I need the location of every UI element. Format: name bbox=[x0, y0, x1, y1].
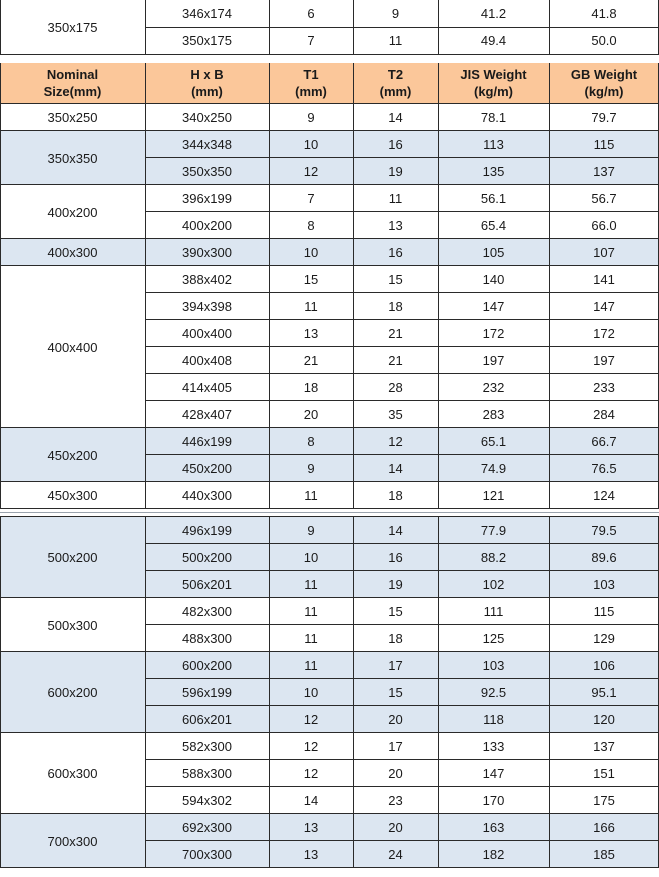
section-gap bbox=[0, 55, 659, 63]
jis-weight-cell: 197 bbox=[482, 353, 505, 368]
gb-weight-cell: 284 bbox=[593, 407, 615, 422]
column-divider bbox=[549, 813, 550, 868]
t2-cell: 14 bbox=[388, 523, 403, 538]
nominal-size-cell: 400x200 bbox=[0, 185, 145, 239]
jis-weight-cell: 140 bbox=[482, 272, 505, 287]
jis-weight-cell: 232 bbox=[482, 380, 505, 395]
gb-weight-cell: 106 bbox=[593, 658, 615, 673]
column-divider bbox=[549, 103, 550, 131]
hxb-cell: 692x300 bbox=[182, 820, 232, 835]
t2-cell: 21 bbox=[388, 326, 403, 341]
column-divider bbox=[353, 597, 354, 652]
column-divider bbox=[0, 516, 1, 598]
hxb-cell: 350x350 bbox=[182, 164, 232, 179]
jis-weight-cell: 78.1 bbox=[480, 110, 507, 125]
nominal-size-cell: 400x300 bbox=[0, 239, 145, 266]
jis-weight-cell: 118 bbox=[483, 712, 504, 727]
gb-weight-cell: 172 bbox=[593, 326, 615, 341]
column-divider bbox=[549, 238, 550, 266]
gb-weight-cell: 103 bbox=[593, 577, 615, 592]
hxb-cell: 394x398 bbox=[182, 299, 232, 314]
t2-cell: 18 bbox=[388, 631, 403, 646]
column-divider bbox=[438, 103, 439, 131]
nominal-size-cell: 600x200 bbox=[0, 652, 145, 733]
hxb-cell: 346x174 bbox=[182, 6, 232, 21]
header-t1: T1 (mm) bbox=[295, 67, 327, 99]
t2-cell: 13 bbox=[388, 218, 403, 233]
nominal-size-cell: 450x300 bbox=[0, 482, 145, 509]
t2-cell: 12 bbox=[388, 434, 403, 449]
t1-cell: 9 bbox=[307, 523, 315, 538]
t2-cell: 18 bbox=[388, 488, 403, 503]
column-divider bbox=[438, 732, 439, 814]
nominal-size-cell: 500x200 bbox=[0, 517, 145, 598]
jis-weight-cell: 102 bbox=[482, 577, 505, 592]
jis-weight-cell: 147 bbox=[482, 766, 505, 781]
column-divider bbox=[438, 427, 439, 482]
column-divider bbox=[549, 184, 550, 239]
column-divider bbox=[0, 481, 1, 509]
jis-weight-cell: 170 bbox=[482, 793, 505, 808]
column-divider bbox=[549, 265, 550, 428]
t1-cell: 7 bbox=[307, 191, 315, 206]
nominal-size-cell: 350x175 bbox=[0, 0, 145, 54]
hxb-cell: 446x199 bbox=[182, 434, 232, 449]
jis-weight-cell: 65.4 bbox=[480, 218, 507, 233]
column-divider bbox=[0, 103, 1, 131]
t2-cell: 20 bbox=[388, 712, 403, 727]
hxb-cell: 388x402 bbox=[182, 272, 232, 287]
t1-cell: 14 bbox=[303, 793, 319, 808]
table-header bbox=[0, 63, 659, 103]
jis-weight-cell: 92.5 bbox=[480, 685, 507, 700]
gb-weight-cell: 56.7 bbox=[591, 191, 617, 206]
t1-cell: 10 bbox=[303, 685, 319, 700]
column-divider bbox=[0, 0, 1, 54]
t1-cell: 18 bbox=[303, 380, 319, 395]
column-divider bbox=[353, 651, 354, 733]
column-divider bbox=[145, 481, 146, 509]
column-divider bbox=[269, 265, 270, 428]
gb-weight-cell: 137 bbox=[593, 739, 615, 754]
column-divider bbox=[0, 184, 1, 239]
jis-weight-cell: 163 bbox=[482, 820, 505, 835]
column-divider bbox=[438, 516, 439, 598]
t1-cell: 12 bbox=[303, 739, 319, 754]
column-divider bbox=[269, 184, 270, 239]
gb-weight-cell: 107 bbox=[593, 245, 615, 260]
column-divider bbox=[145, 103, 146, 131]
column-divider bbox=[353, 63, 354, 103]
header-jis-weight: JIS Weight (kg/m) bbox=[460, 67, 527, 99]
hxb-cell: 414x405 bbox=[182, 380, 232, 395]
jis-weight-cell: 135 bbox=[482, 164, 505, 179]
gb-weight-cell: 141 bbox=[593, 272, 615, 287]
t2-cell: 18 bbox=[388, 299, 403, 314]
t1-cell: 11 bbox=[304, 604, 318, 619]
jis-weight-cell: 133 bbox=[482, 739, 505, 754]
t1-cell: 9 bbox=[307, 110, 315, 125]
column-divider bbox=[269, 813, 270, 868]
column-divider bbox=[438, 651, 439, 733]
hxb-cell: 482x300 bbox=[182, 604, 232, 619]
t2-cell: 23 bbox=[388, 793, 403, 808]
t1-cell: 13 bbox=[303, 847, 319, 862]
column-divider bbox=[353, 813, 354, 868]
jis-weight-cell: 283 bbox=[482, 407, 505, 422]
jis-weight-cell: 111 bbox=[483, 604, 504, 619]
column-divider bbox=[269, 651, 270, 733]
gb-weight-cell: 79.7 bbox=[591, 110, 617, 125]
hxb-cell: 496x199 bbox=[182, 523, 232, 538]
gb-weight-cell: 166 bbox=[593, 820, 615, 835]
t1-cell: 9 bbox=[307, 461, 315, 476]
jis-weight-cell: 147 bbox=[482, 299, 505, 314]
hxb-cell: 582x300 bbox=[182, 739, 232, 754]
t1-cell: 11 bbox=[304, 577, 318, 592]
column-divider bbox=[353, 265, 354, 428]
jis-weight-cell: 74.9 bbox=[480, 461, 507, 476]
t2-cell: 28 bbox=[388, 380, 403, 395]
t1-cell: 8 bbox=[307, 218, 315, 233]
hxb-cell: 390x300 bbox=[182, 245, 232, 260]
gb-weight-cell: 129 bbox=[593, 631, 615, 646]
jis-weight-cell: 125 bbox=[482, 631, 505, 646]
column-divider bbox=[0, 732, 1, 814]
t2-cell: 19 bbox=[388, 577, 403, 592]
t1-cell: 6 bbox=[307, 6, 315, 21]
column-divider bbox=[438, 481, 439, 509]
column-divider bbox=[353, 732, 354, 814]
jis-weight-cell: 121 bbox=[482, 488, 505, 503]
t1-cell: 11 bbox=[304, 631, 318, 646]
column-divider bbox=[549, 427, 550, 482]
column-divider bbox=[549, 481, 550, 509]
column-divider bbox=[0, 651, 1, 733]
nominal-size-cell: 350x250 bbox=[0, 104, 145, 131]
t2-cell: 21 bbox=[388, 353, 403, 368]
hxb-cell: 596x199 bbox=[182, 685, 232, 700]
jis-weight-cell: 182 bbox=[482, 847, 505, 862]
t2-cell: 20 bbox=[388, 820, 403, 835]
hxb-cell: 344x348 bbox=[182, 137, 232, 152]
gb-weight-cell: 115 bbox=[593, 137, 615, 152]
column-divider bbox=[269, 481, 270, 509]
column-divider bbox=[353, 130, 354, 185]
column-divider bbox=[549, 651, 550, 733]
row-divider bbox=[145, 27, 659, 28]
column-divider bbox=[145, 516, 146, 598]
t1-cell: 13 bbox=[303, 326, 319, 341]
column-divider bbox=[353, 184, 354, 239]
t1-cell: 11 bbox=[304, 299, 318, 314]
column-divider bbox=[269, 732, 270, 814]
row-divider bbox=[0, 867, 659, 868]
gb-weight-cell: 79.5 bbox=[591, 523, 617, 538]
column-divider bbox=[438, 130, 439, 185]
hxb-cell: 600x200 bbox=[182, 658, 232, 673]
t1-cell: 12 bbox=[303, 712, 319, 727]
jis-weight-cell: 49.4 bbox=[480, 33, 507, 48]
t2-cell: 14 bbox=[388, 461, 403, 476]
column-divider bbox=[269, 103, 270, 131]
gb-weight-cell: 197 bbox=[593, 353, 615, 368]
hxb-cell: 396x199 bbox=[182, 191, 232, 206]
hxb-cell: 606x201 bbox=[182, 712, 232, 727]
column-divider bbox=[269, 63, 270, 103]
header-gb-weight: GB Weight (kg/m) bbox=[570, 67, 638, 99]
t2-cell: 16 bbox=[388, 245, 403, 260]
column-divider bbox=[438, 0, 439, 54]
row-divider bbox=[0, 512, 659, 513]
gb-weight-cell: 50.0 bbox=[591, 33, 617, 48]
column-divider bbox=[145, 813, 146, 868]
column-divider bbox=[438, 813, 439, 868]
t2-cell: 35 bbox=[388, 407, 403, 422]
t2-cell: 9 bbox=[391, 6, 400, 21]
column-divider bbox=[145, 63, 146, 103]
column-divider bbox=[549, 130, 550, 185]
column-divider bbox=[0, 427, 1, 482]
gb-weight-cell: 124 bbox=[593, 488, 615, 503]
t1-cell: 8 bbox=[307, 434, 315, 449]
column-divider bbox=[549, 0, 550, 54]
column-divider bbox=[549, 63, 550, 103]
hxb-cell: 440x300 bbox=[182, 488, 232, 503]
gb-weight-cell: 66.0 bbox=[591, 218, 617, 233]
nominal-size-cell: 700x300 bbox=[0, 814, 145, 868]
column-divider bbox=[438, 238, 439, 266]
nominal-size-cell: 500x300 bbox=[0, 598, 145, 652]
column-divider bbox=[353, 481, 354, 509]
t1-cell: 10 bbox=[303, 550, 319, 565]
nominal-size-cell: 450x200 bbox=[0, 428, 145, 482]
nominal-size-cell: 600x300 bbox=[0, 733, 145, 814]
jis-weight-cell: 56.1 bbox=[480, 191, 507, 206]
column-divider bbox=[269, 130, 270, 185]
t2-cell: 15 bbox=[388, 272, 403, 287]
hxb-cell: 588x300 bbox=[182, 766, 232, 781]
t2-cell: 15 bbox=[388, 685, 403, 700]
t1-cell: 15 bbox=[303, 272, 319, 287]
hxb-cell: 400x400 bbox=[182, 326, 232, 341]
t1-cell: 20 bbox=[303, 407, 319, 422]
t1-cell: 11 bbox=[304, 658, 318, 673]
hxb-cell: 350x175 bbox=[182, 33, 232, 48]
column-divider bbox=[269, 238, 270, 266]
column-divider bbox=[145, 732, 146, 814]
column-divider bbox=[145, 651, 146, 733]
column-divider bbox=[438, 63, 439, 103]
column-divider bbox=[353, 427, 354, 482]
column-divider bbox=[438, 597, 439, 652]
t2-cell: 19 bbox=[388, 164, 403, 179]
gb-weight-cell: 95.1 bbox=[591, 685, 617, 700]
t1-cell: 10 bbox=[303, 137, 319, 152]
t2-cell: 20 bbox=[388, 766, 403, 781]
t2-cell: 15 bbox=[388, 604, 403, 619]
t1-cell: 13 bbox=[303, 820, 319, 835]
gb-weight-cell: 115 bbox=[593, 604, 615, 619]
gb-weight-cell: 89.6 bbox=[591, 550, 617, 565]
jis-weight-cell: 88.2 bbox=[480, 550, 507, 565]
t2-cell: 16 bbox=[388, 550, 403, 565]
column-divider bbox=[145, 265, 146, 428]
jis-weight-cell: 105 bbox=[482, 245, 505, 260]
hxb-cell: 488x300 bbox=[182, 631, 232, 646]
gb-weight-cell: 233 bbox=[593, 380, 615, 395]
column-divider bbox=[145, 130, 146, 185]
header-nominal-size: Nominal Size(mm) bbox=[43, 67, 102, 99]
t1-cell: 12 bbox=[303, 766, 319, 781]
column-divider bbox=[0, 238, 1, 266]
column-divider bbox=[0, 597, 1, 652]
column-divider bbox=[549, 732, 550, 814]
column-divider bbox=[0, 813, 1, 868]
column-divider bbox=[269, 427, 270, 482]
column-divider bbox=[0, 130, 1, 185]
gb-weight-cell: 185 bbox=[593, 847, 615, 862]
hxb-cell: 506x201 bbox=[182, 577, 232, 592]
gb-weight-cell: 151 bbox=[593, 766, 615, 781]
column-divider bbox=[0, 265, 1, 428]
hxb-cell: 340x250 bbox=[182, 110, 232, 125]
gb-weight-cell: 66.7 bbox=[591, 434, 617, 449]
jis-weight-cell: 113 bbox=[483, 137, 504, 152]
column-divider bbox=[269, 0, 270, 54]
t1-cell: 21 bbox=[303, 353, 319, 368]
column-divider bbox=[145, 238, 146, 266]
column-divider bbox=[549, 597, 550, 652]
column-divider bbox=[438, 265, 439, 428]
jis-weight-cell: 77.9 bbox=[480, 523, 507, 538]
gb-weight-cell: 137 bbox=[593, 164, 615, 179]
nominal-size-cell: 400x400 bbox=[0, 266, 145, 428]
t1-cell: 11 bbox=[304, 488, 318, 503]
t1-cell: 12 bbox=[303, 164, 319, 179]
jis-weight-cell: 65.1 bbox=[480, 434, 507, 449]
column-divider bbox=[438, 184, 439, 239]
column-divider bbox=[145, 0, 146, 54]
column-divider bbox=[353, 0, 354, 54]
column-divider bbox=[269, 516, 270, 598]
column-divider bbox=[145, 427, 146, 482]
column-divider bbox=[145, 184, 146, 239]
gb-weight-cell: 41.8 bbox=[591, 6, 617, 21]
nominal-size-cell: 350x350 bbox=[0, 131, 145, 185]
header-t2: T2 (mm) bbox=[379, 67, 412, 99]
t2-cell: 17 bbox=[388, 739, 403, 754]
t2-cell: 17 bbox=[388, 658, 403, 673]
hxb-cell: 594x302 bbox=[182, 793, 232, 808]
column-divider bbox=[353, 516, 354, 598]
t2-cell: 16 bbox=[388, 137, 403, 152]
t2-cell: 11 bbox=[388, 33, 403, 48]
hxb-cell: 400x408 bbox=[182, 353, 232, 368]
jis-weight-cell: 172 bbox=[482, 326, 505, 341]
hxb-cell: 400x200 bbox=[182, 218, 232, 233]
column-divider bbox=[0, 63, 1, 103]
column-divider bbox=[269, 597, 270, 652]
t2-cell: 11 bbox=[388, 191, 403, 206]
column-divider bbox=[145, 597, 146, 652]
column-divider bbox=[353, 238, 354, 266]
gb-weight-cell: 120 bbox=[593, 712, 615, 727]
hxb-cell: 428x407 bbox=[182, 407, 232, 422]
gb-weight-cell: 175 bbox=[593, 793, 615, 808]
t1-cell: 7 bbox=[307, 33, 315, 48]
t1-cell: 10 bbox=[303, 245, 319, 260]
column-divider bbox=[549, 516, 550, 598]
gb-weight-cell: 147 bbox=[593, 299, 615, 314]
t2-cell: 14 bbox=[388, 110, 403, 125]
hxb-cell: 700x300 bbox=[182, 847, 232, 862]
jis-weight-cell: 103 bbox=[482, 658, 505, 673]
column-divider bbox=[353, 103, 354, 131]
jis-weight-cell: 41.2 bbox=[480, 6, 507, 21]
hxb-cell: 500x200 bbox=[182, 550, 232, 565]
header-hxb: H x B (mm) bbox=[190, 67, 224, 99]
t2-cell: 24 bbox=[388, 847, 403, 862]
hxb-cell: 450x200 bbox=[182, 461, 232, 476]
gb-weight-cell: 76.5 bbox=[591, 461, 617, 476]
